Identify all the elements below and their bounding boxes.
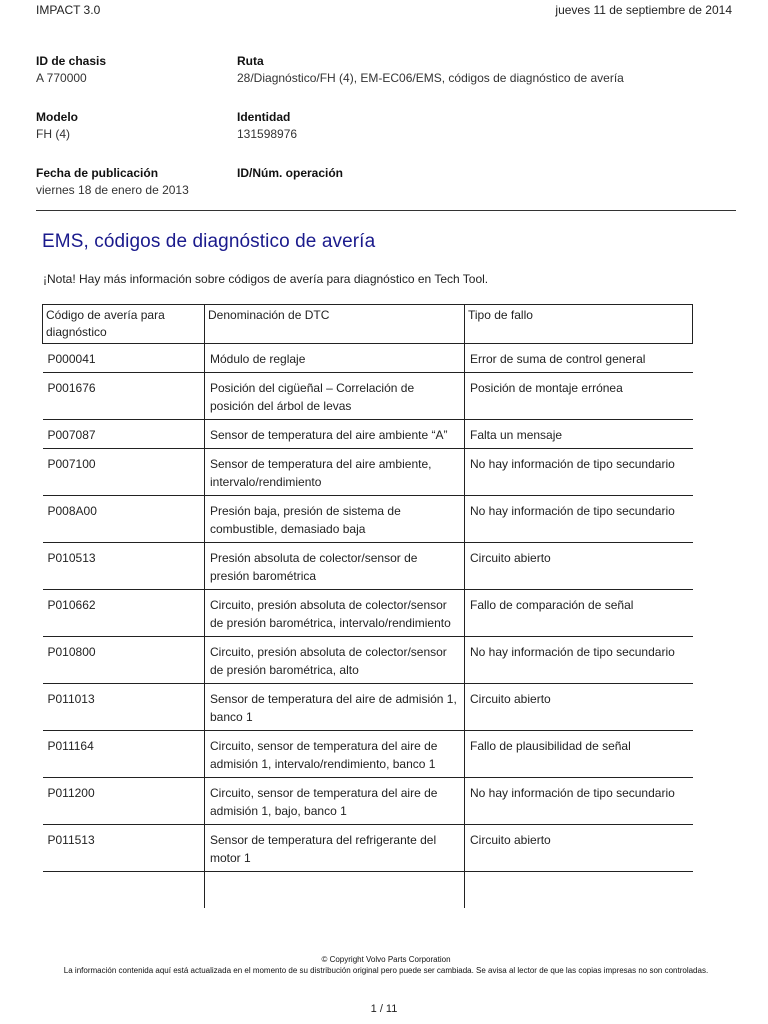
table-row — [43, 590, 693, 637]
operation-field — [237, 165, 343, 199]
dtc-code: P001676 — [43, 373, 205, 420]
route-field — [237, 53, 624, 87]
empty-cell — [465, 872, 693, 909]
fault-type: Circuito abierto — [465, 684, 693, 731]
fault-type: No hay información de tipo secundario — [465, 449, 693, 496]
fault-type: Circuito abierto — [465, 543, 693, 590]
footer — [36, 954, 736, 976]
dtc-name: Circuito, sensor de temperatura del aire de admisión 1, bajo, banco 1 — [205, 778, 465, 825]
document-metadata — [36, 53, 736, 221]
operation-value — [237, 181, 343, 199]
identity-field — [237, 109, 297, 143]
dtc-name: Sensor de temperatura del refrigerante del motor 1 — [205, 825, 465, 872]
fault-type: Error de suma de control general — [465, 344, 693, 373]
table-row — [43, 449, 693, 496]
copyright-text: © Copyright Volvo Parts Corporation — [321, 955, 451, 964]
header-divider — [36, 210, 736, 211]
app-name: IMPACT 3.0 — [36, 3, 101, 17]
fault-type: No hay información de tipo secundario — [465, 637, 693, 684]
dtc-name: Presión absoluta de colector/sensor de presión barométrica — [205, 543, 465, 590]
table-row — [43, 684, 693, 731]
empty-cell — [43, 872, 205, 909]
dtc-code: P011200 — [43, 778, 205, 825]
page-number: 1 / 11 — [370, 1003, 398, 1015]
column-header-name: Denominación de DTC — [205, 305, 465, 344]
fault-type: No hay información de tipo secundario — [465, 496, 693, 543]
meta-row-model — [36, 109, 736, 165]
column-header-code: Código de avería para diagnóstico — [43, 305, 205, 344]
fault-type: Posición de montaje errónea — [465, 373, 693, 420]
dtc-name: Sensor de temperatura del aire ambiente, intervalo/rendimiento — [205, 449, 465, 496]
chassis-label: ID de chasis — [36, 54, 107, 68]
table-row — [43, 420, 693, 449]
chassis-value: A 770000 — [36, 71, 87, 85]
fault-type: Circuito abierto — [465, 825, 693, 872]
meta-row-publication — [36, 165, 736, 221]
disclaimer-text: La información contenida aquí está actualizada en el momento de su distribución original pero puede ser cambiada. Se avisa al lector de que las copias impresas no son controladas. — [63, 966, 709, 975]
operation-label: ID/Núm. operación — [237, 166, 344, 180]
table-row-continuation — [43, 872, 693, 909]
chassis-field — [36, 53, 106, 87]
note-text: ¡Nota! Hay más información sobre códigos de avería para diagnóstico en Tech Tool. — [43, 272, 489, 286]
dtc-code: P000041 — [43, 344, 205, 373]
dtc-code: P011013 — [43, 684, 205, 731]
meta-row-chassis — [36, 53, 736, 109]
table-row — [43, 825, 693, 872]
column-header-fault-type: Tipo de fallo — [465, 305, 693, 344]
dtc-code: P007087 — [43, 420, 205, 449]
dtc-code: P010662 — [43, 590, 205, 637]
dtc-name: Presión baja, presión de sistema de combustible, demasiado baja — [205, 496, 465, 543]
print-date: jueves 11 de septiembre de 2014 — [555, 3, 732, 17]
empty-cell — [205, 872, 465, 909]
dtc-name: Módulo de reglaje — [205, 344, 465, 373]
model-label: Modelo — [36, 110, 78, 124]
top-bar — [36, 3, 732, 21]
route-label: Ruta — [237, 54, 264, 68]
dtc-name: Circuito, sensor de temperatura del aire de admisión 1, intervalo/rendimiento, banco 1 — [205, 731, 465, 778]
fault-type: Falta un mensaje — [465, 420, 693, 449]
dtc-code: P011164 — [43, 731, 205, 778]
table-row — [43, 778, 693, 825]
dtc-code: P007100 — [43, 449, 205, 496]
model-field — [36, 109, 78, 143]
publication-date-label: Fecha de publicación — [36, 166, 159, 180]
model-value: FH (4) — [36, 127, 70, 141]
identity-value: 131598976 — [237, 127, 298, 141]
route-value: 28/Diagnóstico/FH (4), EM-EC06/EMS, códigos de diagnóstico de avería — [237, 71, 624, 85]
dtc-name: Sensor de temperatura del aire ambiente “A” — [205, 420, 465, 449]
table-row — [43, 496, 693, 543]
dtc-table — [42, 304, 693, 908]
dtc-code: P011513 — [43, 825, 205, 872]
identity-label: Identidad — [237, 110, 291, 124]
table-row — [43, 731, 693, 778]
dtc-code: P010513 — [43, 543, 205, 590]
fault-type: Fallo de plausibilidad de señal — [465, 731, 693, 778]
dtc-code: P010800 — [43, 637, 205, 684]
publication-date-field — [36, 165, 189, 199]
table-row — [43, 373, 693, 420]
dtc-name: Circuito, presión absoluta de colector/sensor de presión barométrica, alto — [205, 637, 465, 684]
fault-type: No hay información de tipo secundario — [465, 778, 693, 825]
dtc-code: P008A00 — [43, 496, 205, 543]
dtc-name: Posición del cigüeñal – Correlación de posición del árbol de levas — [205, 373, 465, 420]
table-header-row — [43, 305, 693, 344]
document-title: EMS, códigos de diagnóstico de avería — [42, 231, 376, 252]
dtc-name: Circuito, presión absoluta de colector/sensor de presión barométrica, intervalo/rendimiento — [205, 590, 465, 637]
table-row — [43, 543, 693, 590]
publication-date-value: viernes 18 de enero de 2013 — [36, 183, 189, 197]
table-row — [43, 344, 693, 373]
fault-type: Fallo de comparación de señal — [465, 590, 693, 637]
dtc-name: Sensor de temperatura del aire de admisión 1, banco 1 — [205, 684, 465, 731]
table-row — [43, 637, 693, 684]
